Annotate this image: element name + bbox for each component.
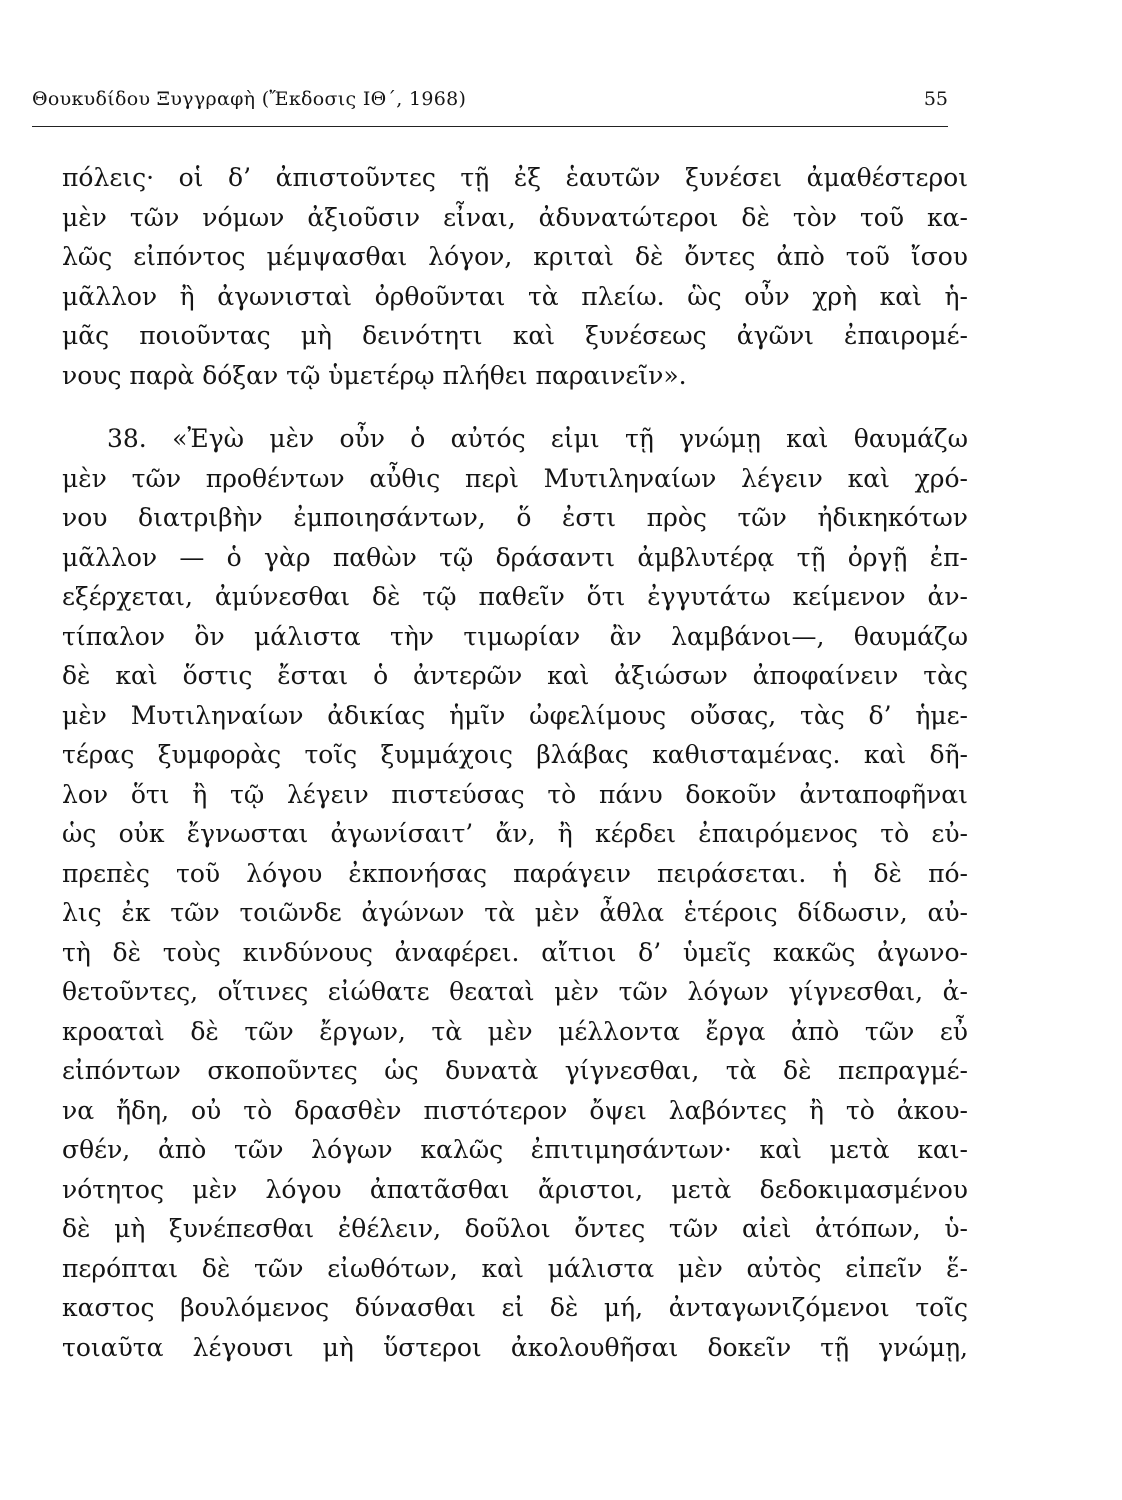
text-line: νου διατριβὴν ἐμποιησάντων, ὅ ἐστι πρὸς τῶν ἠδικηκότων xyxy=(62,503,968,532)
text-line: νότητος μὲν λόγου ἀπατᾶσθαι ἄριστοι, μετὰ δεδοκιμασμένου xyxy=(62,1174,968,1204)
body-text xyxy=(62,158,968,1367)
text-line: να ἤδη, οὐ τὸ δρασθὲν πιστότερον ὄψει λαβόντες ἢ τὸ ἀκου- xyxy=(62,1095,968,1125)
text-line: δὲ μὴ ξυνέπεσθαι ἐθέλειν, δοῦλοι ὄντες τῶν αἰεὶ ἀτόπων, ὑ- xyxy=(62,1214,968,1243)
text-line: πρεπὲς τοῦ λόγου ἐκπονήσας παράγειν πειράσεται. ἡ δὲ πό- xyxy=(62,858,968,888)
text-line: 38. «Ἐγὼ μὲν οὖν ὁ αὐτός εἰμι τῇ γνώμῃ καὶ θαυμάζω xyxy=(107,424,968,453)
text-line: κροαταὶ δὲ τῶν ἔργων, τὰ μὲν μέλλοντα ἔργα ἀπὸ τῶν εὖ xyxy=(62,1016,968,1046)
running-header xyxy=(32,88,948,127)
text-line: λῶς εἰπόντος μέμψασθαι λόγον, κριταὶ δὲ ὄντες ἀπὸ τοῦ ἴσου xyxy=(62,242,968,271)
text-line: ὡς οὐκ ἔγνωσται ἀγωνίσαιτ’ ἄν, ἢ κέρδει ἐπαιρόμενος τὸ εὐ- xyxy=(62,819,968,848)
text-line: νους παρὰ δόξαν τῷ ὑμετέρῳ πλήθει παραινεῖν». xyxy=(62,360,687,390)
paragraph-2 xyxy=(62,419,968,1367)
text-line: εἰπόντων σκοποῦντες ὡς δυνατὰ γίγνεσθαι, τὰ δὲ πεπραγμέ- xyxy=(62,1056,968,1085)
text-line: καστος βουλόμενος δύνασθαι εἰ δὲ μή, ἀνταγωνιζόμενοι τοῖς xyxy=(62,1293,968,1322)
text-line: λον ὅτι ἢ τῷ λέγειν πιστεύσας τὸ πάνυ δοκοῦν ἀνταποφῆναι xyxy=(62,779,968,809)
text-line: λις ἐκ τῶν τοιῶνδε ἀγώνων τὰ μὲν ἆθλα ἑτέροις δίδωσιν, αὐ- xyxy=(62,898,968,927)
text-line: σθέν, ἀπὸ τῶν λόγων καλῶς ἐπιτιμησάντων· καὶ μετὰ και- xyxy=(62,1135,968,1164)
text-line: δὲ καὶ ὅστις ἔσται ὁ ἀντερῶν καὶ ἀξιώσων ἀποφαίνειν τὰς xyxy=(62,661,968,690)
text-line: τοιαῦτα λέγουσι μὴ ὕστεροι ἀκολουθῆσαι δοκεῖν τῇ γνώμῃ, xyxy=(62,1332,968,1362)
text-line: μὲν τῶν νόμων ἀξιοῦσιν εἶναι, ἀδυνατώτεροι δὲ τὸν τοῦ κα- xyxy=(62,202,968,232)
text-line: μᾶλλον — ὁ γὰρ παθὼν τῷ δράσαντι ἀμβλυτέρᾳ τῇ ὀργῇ ἐπ- xyxy=(62,542,968,572)
text-line: τέρας ξυμφορὰς τοῖς ξυμμάχοις βλάβας καθισταμένας. καὶ δῆ- xyxy=(62,740,968,769)
paragraph-1 xyxy=(62,158,968,395)
text-line: μὲν Μυτιληναίων ἀδικίας ἡμῖν ὠφελίμους οὔσας, τὰς δ’ ἡμε- xyxy=(62,700,968,730)
text-line: τὴ δὲ τοὺς κινδύνους ἀναφέρει. αἴτιοι δ’ ὑμεῖς κακῶς ἀγωνο- xyxy=(62,937,968,967)
text-line: θετοῦντες, οἵτινες εἰώθατε θεαταὶ μὲν τῶν λόγων γίγνεσθαι, ἀ- xyxy=(62,977,968,1006)
text-line: τίπαλον ὂν μάλιστα τὴν τιμωρίαν ἂν λαμβάνοι—, θαυμάζω xyxy=(62,621,968,651)
page-number: 55 xyxy=(923,88,948,110)
text-line: περόπται δὲ τῶν εἰωθότων, καὶ μάλιστα μὲν αὐτὸς εἰπεῖν ἕ- xyxy=(62,1253,968,1283)
text-line: μὲν τῶν προθέντων αὖθις περὶ Μυτιληναίων λέγειν καὶ χρό- xyxy=(62,463,968,493)
text-line: πόλεις· οἱ δ’ ἀπιστοῦντες τῇ ἐξ ἑαυτῶν ξυνέσει ἀμαθέστεροι xyxy=(62,163,968,192)
text-line: εξέρχεται, ἀμύνεσθαι δὲ τῷ παθεῖν ὅτι ἐγγυτάτω κείμενον ἀν- xyxy=(62,582,968,611)
text-line: μᾶλλον ἢ ἀγωνισταὶ ὀρθοῦνται τὰ πλείω. ὣς οὖν χρὴ καὶ ἡ- xyxy=(62,281,968,311)
header-title: Θουκυδίδου Ξυγγραφὴ (Ἔκδοσις ΙΘ΄, 1968) xyxy=(32,88,467,110)
text-line: μᾶς ποιοῦντας μὴ δεινότητι καὶ ξυνέσεως ἀγῶνι ἐπαιρομέ- xyxy=(62,321,968,350)
